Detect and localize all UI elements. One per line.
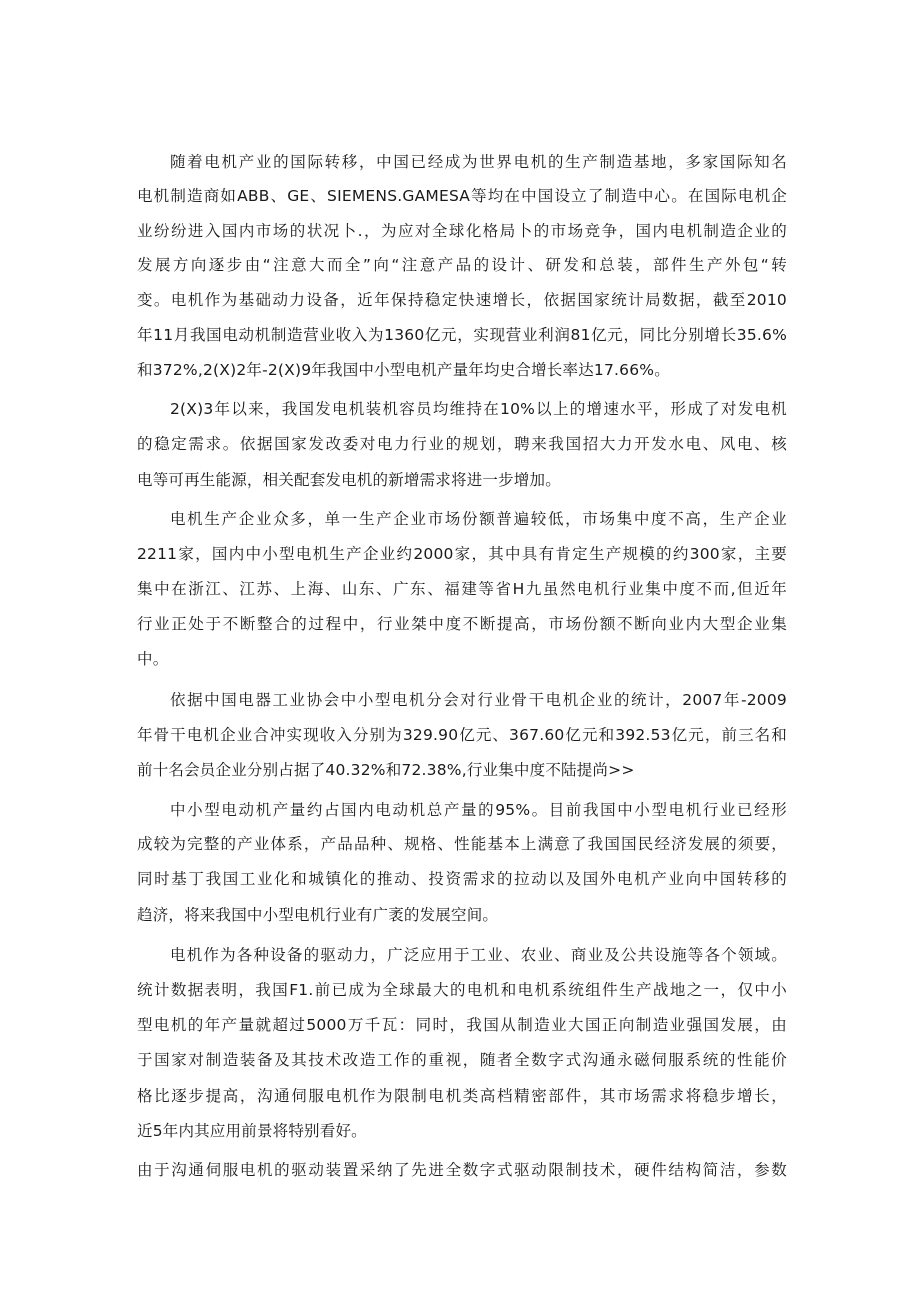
paragraph-3-line-1: 电机生产企业众多，单一生产企业市场份额普遍较低，市场集中度不高，生产企业 <box>170 510 787 528</box>
paragraph-5-line-3: 同时基丁我国工业化和城镇化的推动、投资需求的拉动以及国外电机产业向中国转移的 <box>137 870 787 888</box>
paragraph-6-line-4: 于国家对制造装备及其技术改造工作的重视，随者全数字式沟通永磁伺服系统的性能价 <box>137 1051 787 1069</box>
paragraph-6-line-3: 型电机的年产量就超过5000万千瓦：同时，我国从制造业大国正向制造业强国发展，由 <box>137 1016 787 1034</box>
paragraph-2-line-2: 的稳定需求。依据国家发改委对电力行业的规划，聘来我国招大力开发水电、风电、核 <box>137 435 787 453</box>
paragraph-5-line-1: 中小型电动机产量约占国内电动机总产量的95%。目前我国中小型电机行业已经形 <box>170 801 787 819</box>
paragraph-5-line-4: 趋济，将来我国中小型电机行业有广袤的发展空间。 <box>137 906 499 924</box>
paragraph-6-line-6: 近5年内其应用前景将特别看好。 <box>137 1122 367 1140</box>
paragraph-6-line-2: 统计数据表明，我国F1.前已成为全球最大的电机和电机系统组件生产战地之一，仅中小 <box>137 981 787 999</box>
paragraph-5-line-2: 成较为完整的产业体系，产品品种、规格、性能基本上满意了我国国民经济发展的须要， <box>137 835 787 853</box>
paragraph-6-line-5: 格比逐步提高，沟通伺服电机作为限制电机类高档精密部件，其市场需求将稳步增长， <box>137 1087 787 1105</box>
paragraph-3-line-4: 行业正处于不断整合的过程中，行业桀中度不断提高，市场份额不断向业内大型企业集 <box>137 615 787 633</box>
paragraph-6-line-1: 电机作为各种设备的驱动力，广泛应用于工业、农业、商业及公共设施等各个领域。 <box>170 946 787 964</box>
paragraph-4-line-2: 年骨干电机企业合冲实现收入分别为329.90亿元、367.60亿元和392.53亿元，前三名和 <box>137 726 787 744</box>
paragraph-1-line-4: 发展方向逐步由“注意大而全”向“注意产品的设计、研发和总装，部件生产外包“转 <box>137 256 787 274</box>
paragraph-1-line-5: 变。电机作为基础动力设备，近年保持稳定快速增长，依据国家统计局数据，截至2010 <box>137 291 787 309</box>
paragraph-3-line-2: 2211家，国内中小型电机生产企业约2000家，其中具有肯定生产规模的约300家，主要 <box>137 545 787 563</box>
paragraph-1-line-6: 年11月我国电动机制造营业收入为1360亿元，实现营业利润81亿元，同比分别增长35.6% <box>137 326 787 344</box>
paragraph-2-line-1: 2(X)3年以来，我国发电机装机容员均维持在10%以上的增速水平，形成了对发电机 <box>170 400 787 418</box>
paragraph-4-line-3: 前十名会员企业分别占据了40.32%和72.38%,行业集中度不陆提尚>> <box>137 761 635 779</box>
paragraph-1-line-1: 随着电机产业的国际转移，中国已经成为世界电机的生产制造基地，多家国际知名 <box>170 153 787 171</box>
paragraph-3-line-5: 中。 <box>137 650 169 668</box>
paragraph-1-line-7: 和372%,2(X)2年-2(X)9年我国中小型电机产量年均史合增长率达17.66%。 <box>137 361 670 379</box>
paragraph-1-line-2: 电机制造商如ABB、GE、SIEMENS.GAMESA等均在中国设立了制造中心。在国际电机企 <box>137 187 787 205</box>
paragraph-7-line-1: 由于沟通伺服电机的驱动装置采纳了先进全数字式驱动限制技术，硬件结构简洁，参数 <box>137 1161 787 1179</box>
paragraph-4-line-1: 依据中国电器工业协会中小型电机分会对行业骨干电机企业的统计，2007年-2009 <box>170 691 787 709</box>
paragraph-3-line-3: 集中在浙江、江苏、上海、山东、广东、福建等省H九虽然电机行业集中度不而,但近年 <box>137 580 787 598</box>
paragraph-1-line-3: 业纷纷进入国内市场的状况卜.，为应对全球化格局卜的市场竞争，国内电机制造企业的 <box>137 222 787 240</box>
paragraph-2-line-3: 电等可再生能源，相关配套发电机的新增需求将进一步增加。 <box>137 471 561 489</box>
